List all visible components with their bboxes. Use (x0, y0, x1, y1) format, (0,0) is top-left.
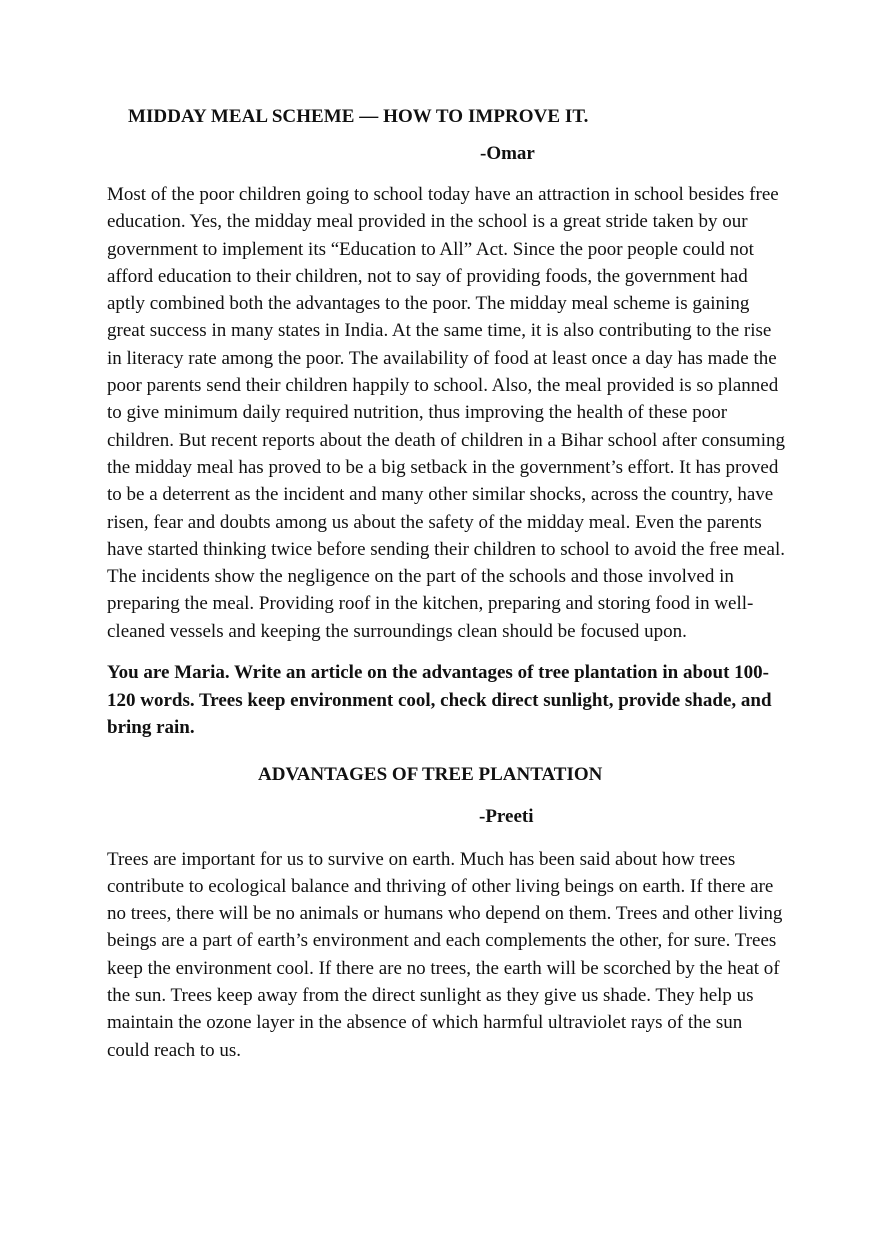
article-body: Most of the poor children going to school today have an attraction in school besides free education. Yes, the midday meal provided in the school is a great stride taken by our government to implement its “Education to All” Act. Since the poor people could not afford education to their children, not to say of providing foods, the government had aptly combined both the advantages to the poor. The midday meal scheme is gaining great success in many states in India. At the same time, it is also contributing to the rise in literacy rate among the poor. The availability of food at least once a day has made the poor parents send their children happily to school. Also, the meal provided is so planned to give minimum daily required nutrition, thus improving the health of these poor children. But recent reports about the death of children in a Bihar school after consuming the midday meal has proved to be a big setback in the government’s effort. It has proved to be a deterrent as the incident and many other similar shocks, across the country, have risen, fear and doubts among us about the safety of the midday meal. Even the parents have started thinking twice before sending their children to school to avoid the free meal. The incidents show the negligence on the part of the schools and those involved in preparing the meal. Providing roof in the kitchen, preparing and storing food in well-cleaned vessels and keeping the surroundings clean should be focused upon. (107, 184, 785, 642)
second-article-body: Trees are important for us to survive on earth. Much has been said about how trees contribute to ecological balance and thriving of other living beings on earth. If there are no trees, there will be no animals or humans who depend on them. Trees and other living beings are a part of earth’s environment and each complements the other, for sure. Trees keep the environment cool. If there are no trees, the earth will be scorched by the heat of the sun. Trees keep away from the direct sunlight as they give us shade. They help us maintain the ozone layer in the absence of which harmful ultraviolet rays of the sun could reach to us. (107, 848, 783, 1061)
second-article-author: -Preeti (479, 805, 534, 827)
document-page (107, 104, 787, 1064)
article-title: MIDDAY MEAL SCHEME — HOW TO IMPROVE IT. (128, 106, 589, 127)
article-author: -Omar (480, 143, 535, 164)
writing-task-prompt: You are Maria. Write an article on the advantages of tree plantation in about 100-120 words. Trees keep environment cool, check direct sunlight, provide shade, and bring rain. (107, 662, 772, 739)
second-article-title: ADVANTAGES OF TREE PLANTATION (258, 763, 603, 785)
